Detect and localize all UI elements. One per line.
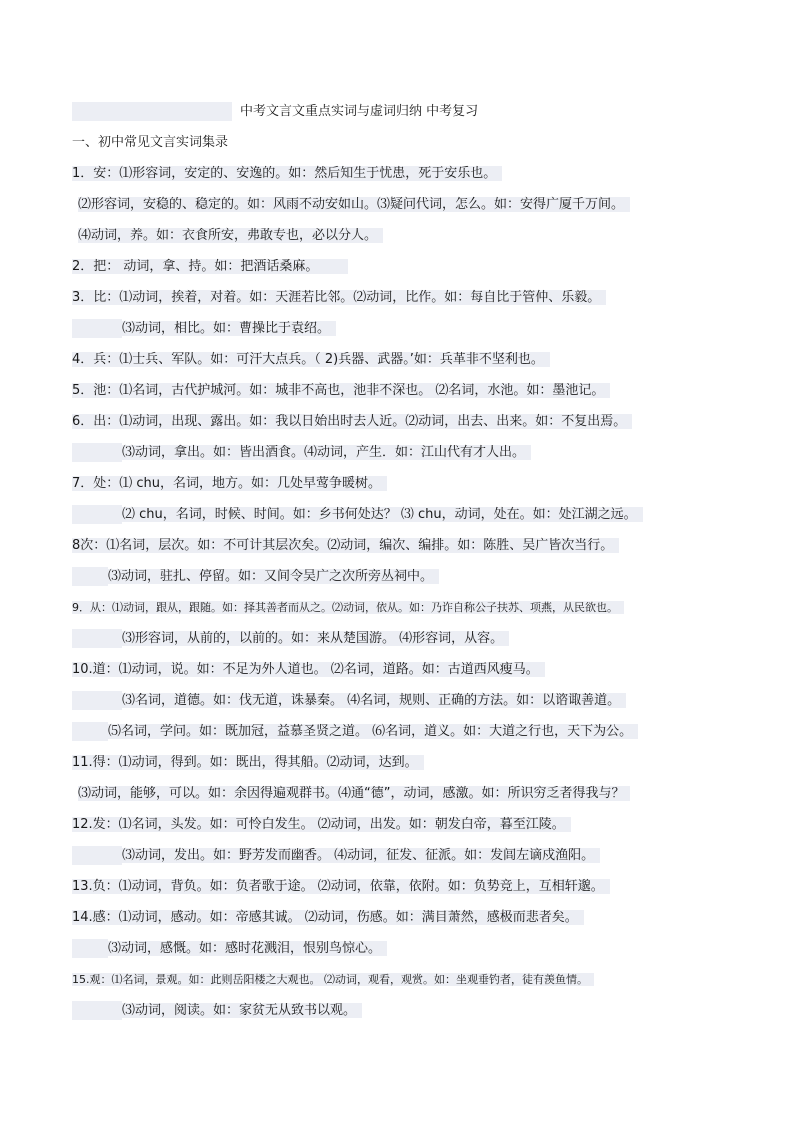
- entry-line: [72, 1001, 362, 1020]
- entry-line: [72, 288, 606, 307]
- entry-text: 11.得：⑴动词，得到。如：既出，得其船。⑵动词，达到。: [72, 755, 424, 770]
- entry-line: [72, 164, 502, 183]
- entry-line: [78, 784, 630, 803]
- entry-text: ⑶形容词，从前的，以前的。如：来从楚国游。 ⑷形容词，从容。: [122, 631, 509, 646]
- entry-text: 15.观：⑴名词，景观。如：此则岳阳楼之大观也。 ⑵动词，观看，观赏。如：坐观垂钓者，徒有羡鱼情。: [72, 973, 594, 986]
- entry-text: 6．出：⑴动词，出现、露出。如：我以日始出时去人近。⑵动词，出去、出来。如：不复出焉。: [72, 414, 632, 429]
- entry-line: [72, 691, 626, 710]
- entry-line: [78, 195, 630, 214]
- entry-text: 3．比：⑴动词，挨着，对着。如：天涯若比邻。⑵动词，比作。如：每自比于管仲、乐毅。: [72, 290, 606, 305]
- entry-line: [72, 753, 424, 772]
- entry-text: 9．从：⑴动词，跟从，跟随。如：择其善者而从之。⑵动词，依从。如：乃诈自称公子扶苏、项燕，从民欲也。: [72, 601, 624, 614]
- entry-text: 5．池：⑴名词，古代护城河。如：城非不高也，池非不深也。 ⑵名词，水池。如：墨池记。: [72, 383, 610, 398]
- entry-line: [72, 722, 638, 741]
- entry-line: [78, 226, 383, 245]
- entry-line: [72, 536, 619, 555]
- entry-text: ⑶名词，道德。如：伐无道，诛暴秦。 ⑷名词，规则、正确的方法。如：以谘诹善道。: [122, 693, 626, 708]
- entry-text: ⑵形容词，安稳的、稳定的。如：风雨不动安如山。⑶疑问代词，怎么。如：安得广厦千万间。: [78, 197, 630, 212]
- entry-line: [72, 257, 348, 276]
- entry-text: ⑶动词，阅读。如：家贫无从致书以观。: [122, 1003, 362, 1018]
- entry-line: [72, 846, 600, 865]
- entry-text: 1．安：⑴形容词，安定的、安逸的。如：然后知生于忧患，死于安乐也。: [72, 166, 502, 181]
- entry-line: [72, 505, 643, 524]
- entry-text: ⑶动词，感慨。如：感时花溅泪，恨别鸟惊心。: [108, 941, 387, 956]
- entry-line: [72, 567, 439, 586]
- entry-line: [72, 598, 624, 617]
- entry-text: ⑵ chu，名词，时候、时间。如：乡书何处达？ ⑶ chu，动词，处在。如：处江湖之远。: [122, 507, 643, 522]
- entry-line: [72, 815, 571, 834]
- entry-line: [72, 660, 545, 679]
- entry-text: ⑶动词，拿出。如：皆出酒食。⑷动词，产生．如：江山代有才人出。: [122, 445, 531, 460]
- entry-text: 8次：⑴名词，层次。如：不可计其层次矣。⑵动词，编次、编排。如：陈胜、吴广皆次当行。: [72, 538, 619, 553]
- entry-line: [72, 939, 387, 958]
- entry-line: [72, 474, 387, 493]
- entry-text: ⑶动词，能够，可以。如：余因得遍观群书。⑷通“德”，动词，感激。如：所识穷乏者得我与？: [78, 786, 630, 801]
- entry-text: 13.负：⑴动词，背负。如：负者歌于途。 ⑵动词，依靠，依附。如：负势竞上，互相轩邈。: [72, 879, 610, 894]
- entry-line: [72, 319, 336, 338]
- entry-text: 7．处：⑴ chu，名词，地方。如：几处早莺争暖树。: [72, 476, 387, 491]
- entry-line: [72, 908, 584, 927]
- entry-text: ⑶动词，相比。如：曹操比于袁绍。: [122, 321, 336, 336]
- entry-line: [72, 877, 610, 896]
- entry-text: ⑶动词，发出。如：野芳发而幽香。 ⑷动词，征发、征派。如：发闾左谪戍渔阳。: [122, 848, 600, 863]
- title-highlight: [72, 102, 232, 121]
- entry-line: [72, 381, 610, 400]
- entry-line: [72, 443, 531, 462]
- entry-text: 4．兵：⑴士兵、军队。如：可汗大点兵。（ 2)兵器、武器。’如：兵革非不坚利也。: [72, 352, 550, 367]
- doc-title: 中考文言文重点实词与虚词归纳 中考复习: [240, 104, 479, 119]
- entry-line: [72, 970, 594, 989]
- entry-text: ⑷动词，养。如：衣食所安，弗敢专也，必以分人。: [78, 228, 383, 243]
- section-heading: 一、初中常见文言实词集录: [72, 135, 229, 150]
- entry-text: ⑸名词，学问。如：既加冠，益慕圣贤之道。 ⑹名词，道义。如：大道之行也，天下为公。: [108, 724, 638, 739]
- entry-text: ⑶动词，驻扎、停留。如：又间令吴广之次所旁丛祠中。: [108, 569, 439, 584]
- entry-text: 10.道：⑴动词，说。如：不足为外人道也。 ⑵名词，道路。如：古道西风瘦马。: [72, 662, 545, 677]
- entry-text: 12.发：⑴名词，头发。如：可怜白发生。 ⑵动词，出发。如：朝发白帝，暮至江陵。: [72, 817, 571, 832]
- entry-line: [72, 412, 632, 431]
- entry-line: [72, 350, 550, 369]
- entry-text: 2．把： 动词，拿、持。如：把酒话桑麻。: [72, 259, 348, 274]
- entry-line: [72, 629, 509, 648]
- entry-text: 14.感：⑴动词，感动。如：帝感其诚。 ⑵动词，伤感。如：满目萧然，感极而悲者矣。: [72, 910, 584, 925]
